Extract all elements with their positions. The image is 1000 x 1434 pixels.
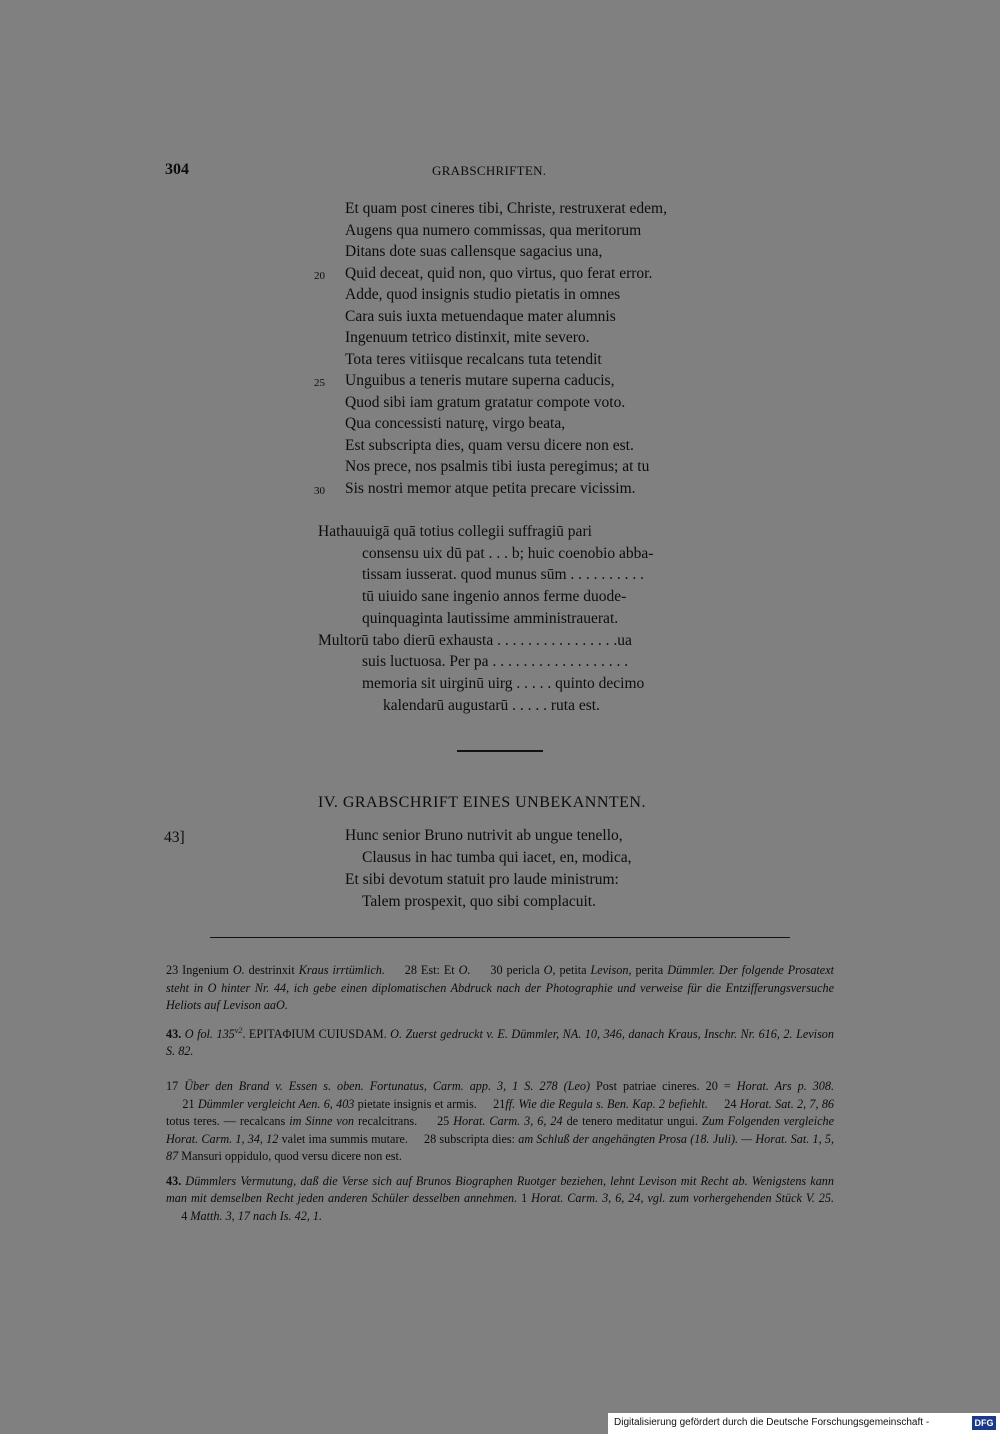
note-text: O fol. 135: [181, 1026, 235, 1041]
note-text: Dümmler vergleicht Aen. 6, 403: [197, 1096, 355, 1111]
note-text: Levison,: [590, 963, 632, 977]
verse-line: Adde, quod insignis studio pietatis in omnes: [345, 286, 621, 303]
note-text: 1: [517, 1191, 532, 1205]
note-text: pietate insignis et armis. 21: [354, 1096, 506, 1111]
verse-line: Talem prospexit, quo sibi complacuit.: [362, 893, 596, 910]
note-number: 43.: [166, 1173, 182, 1188]
note-text: recalcitrans. 25: [354, 1114, 454, 1128]
note-text: Horat. Carm. 3, 6, 24: [453, 1114, 563, 1128]
note-text: Dümmlers Vermutung, daß die Verse sich auf Brunos Biographen Ruotger beziehen, lehnt Levison mit Recht ab. Wenigstens kann man mit demselben Recht jeden anderen Schüler desselben annehmen.: [166, 1173, 834, 1205]
verse-line: Clausus in hac tumba qui iacet, en, modica,: [362, 849, 632, 866]
verse-line: Et sibi devotum statuit pro laude ministrum:: [345, 871, 619, 888]
section-divider: [457, 750, 543, 752]
note-text: totus teres. — recalcans: [166, 1114, 290, 1128]
note-text: Kraus irrtümlich.: [298, 963, 385, 977]
line-number: 25: [314, 377, 325, 389]
verse-line: Ditans dote suas callensque sagacius una,: [345, 243, 603, 260]
note-text: Horat. Ars p. 308.: [736, 1079, 835, 1093]
prose-line: quinquaginta lautissime amministrauerat.: [362, 609, 619, 627]
prose-line: Hathauuigā quā totius collegii suffragiū pari: [318, 523, 592, 540]
prose-line: Multorū tabo dierū exhausta . . . . . . . . . . . . . . . .ua: [318, 631, 632, 649]
footnote-divider: [210, 937, 790, 938]
note-text: 4: [166, 1208, 191, 1223]
verse-line: Sis nostri memor atque petita precare vicissim.: [345, 479, 636, 497]
line-number: 30: [314, 484, 325, 497]
note-text: 21: [166, 1096, 198, 1111]
prose-line: tissam iusserat. quod munus sūm . . . . . . . . . .: [362, 566, 645, 584]
verse-line: Tota teres vitiisque recalcans tuta tetendit: [345, 350, 602, 368]
note-text: 17: [166, 1079, 185, 1093]
note-text: Matth. 3, 17 nach Is. 42, 1.: [190, 1208, 323, 1223]
note-text: im Sinne von: [289, 1114, 355, 1128]
verse-line: Augens qua numero commissas, qua meritorum: [345, 221, 642, 239]
verse-line: Cara suis iuxta metuendaque mater alumnis: [345, 307, 616, 325]
apparatus-note-2: [166, 1022, 834, 1061]
prose-line: kalendarū augustarū . . . . . ruta est.: [383, 696, 600, 714]
note-text: Über den Brand v. Essen s. oben. Fortunatus, Carm. app. 3, 1 S. 278 (Leo): [184, 1079, 591, 1093]
note-text: O.: [232, 963, 245, 977]
note-text: O,: [543, 963, 556, 977]
note-text: 23 Ingenium: [166, 963, 233, 977]
note-text: EPITAΦIUM CUIUSDAM.: [245, 1026, 391, 1041]
source-note-1: [166, 1078, 834, 1166]
source-note-2: [166, 1173, 834, 1226]
note-text: de tenero meditatur ungui.: [562, 1114, 702, 1128]
note-text: O. Zuerst gedruckt v. E. Dümmler, NA. 10, 346, danach Kraus, Inschr. Nr. 616, 2. Levison S. 82.: [166, 1026, 834, 1059]
note-text: 28 Est: Et: [384, 963, 459, 977]
prose-line: tū uiuido sane ingenio annos ferme duode-: [362, 588, 627, 606]
note-text: Horat. Sat. 2, 7, 86: [739, 1096, 835, 1111]
page-number: 304: [165, 161, 189, 178]
prose-line: consensu uix dū pat . . . b; huic coenobio abba-: [362, 544, 654, 562]
prose-line: suis luctuosa. Per pa . . . . . . . . . . . . . . . . . .: [362, 653, 629, 671]
note-number: 43.: [166, 1026, 182, 1041]
critical-apparatus: [166, 962, 834, 1061]
verse-line: Quid deceat, quid non, quo virtus, quo ferat error.: [345, 264, 653, 282]
note-text: .: [242, 1026, 246, 1041]
dfg-logo: DFG: [972, 1416, 996, 1430]
note-text: perita: [631, 963, 668, 977]
note-text: Post patriae cineres. 20 =: [590, 1079, 737, 1093]
prose-line: memoria sit uirginū uirg . . . . . quinto decimo: [362, 674, 645, 692]
note-text: ff. Wie die Regula s. Ben. Kap. 2 befiehlt.: [505, 1096, 708, 1111]
section-title: IV. GRABSCHRIFT EINES UNBEKANNTEN.: [318, 794, 646, 811]
verse-line: Ingenuum tetrico distinxit, mite severo.: [345, 329, 590, 346]
dfg-footer-banner: [608, 1413, 1000, 1434]
verse-line: Qua concessisti naturę, virgo beata,: [345, 415, 566, 432]
note-text: v2: [234, 1025, 243, 1035]
note-text: Dümmler. Der folgende Prosatext steht in O hinter Nr. 44, ich gebe einen diplomatischen Abdruck nach der Photographie und verweise für die Entzifferungsversuche Heliots auf Levison aaO.: [166, 963, 834, 1012]
verse-line: Est subscripta dies, quam versu dicere non est.: [345, 436, 634, 454]
apparatus-note-1: [166, 962, 834, 1015]
running-title: GRABSCHRIFTEN.: [432, 163, 547, 178]
verse-line: Unguibus a teneris mutare superna caducis,: [345, 372, 615, 389]
note-text: Mansuri oppidulo, quod versu dicere non est.: [178, 1149, 402, 1163]
note-text: am Schluß der angehängten Prosa (18. Juli). — Horat. Sat. 1, 5, 87: [166, 1131, 834, 1163]
note-text: petita: [555, 963, 591, 977]
verse-line: Et quam post cineres tibi, Christe, restruxerat edem,: [345, 200, 667, 217]
note-text: destrinxit: [244, 963, 299, 977]
verse-line: Hunc senior Bruno nutrivit ab ungue tenello,: [345, 827, 623, 844]
note-text: Horat. Carm. 3, 6, 24, vgl. zum vorhergehenden Stück V. 25.: [531, 1191, 834, 1205]
note-text: valet ima summis mutare. 28 subscripta dies:: [278, 1131, 519, 1146]
note-text: 24: [707, 1096, 740, 1111]
section-number: 43]: [164, 829, 185, 846]
note-text: O.: [458, 963, 471, 977]
note-text: 30 pericla: [470, 963, 544, 977]
line-number: 20: [314, 269, 325, 282]
verse-line: Quod sibi iam gratum gratatur compote voto.: [345, 393, 626, 411]
note-text: Zum Folgenden vergleiche Horat. Carm. 1, 34, 12: [166, 1114, 835, 1146]
source-notes: [166, 1078, 834, 1225]
footer-text: Digitalisierung gefördert durch die Deutsche Forschungsgemeinschaft -: [614, 1417, 930, 1428]
verse-line: Nos prece, nos psalmis tibi iusta peregimus; at tu: [345, 458, 650, 475]
